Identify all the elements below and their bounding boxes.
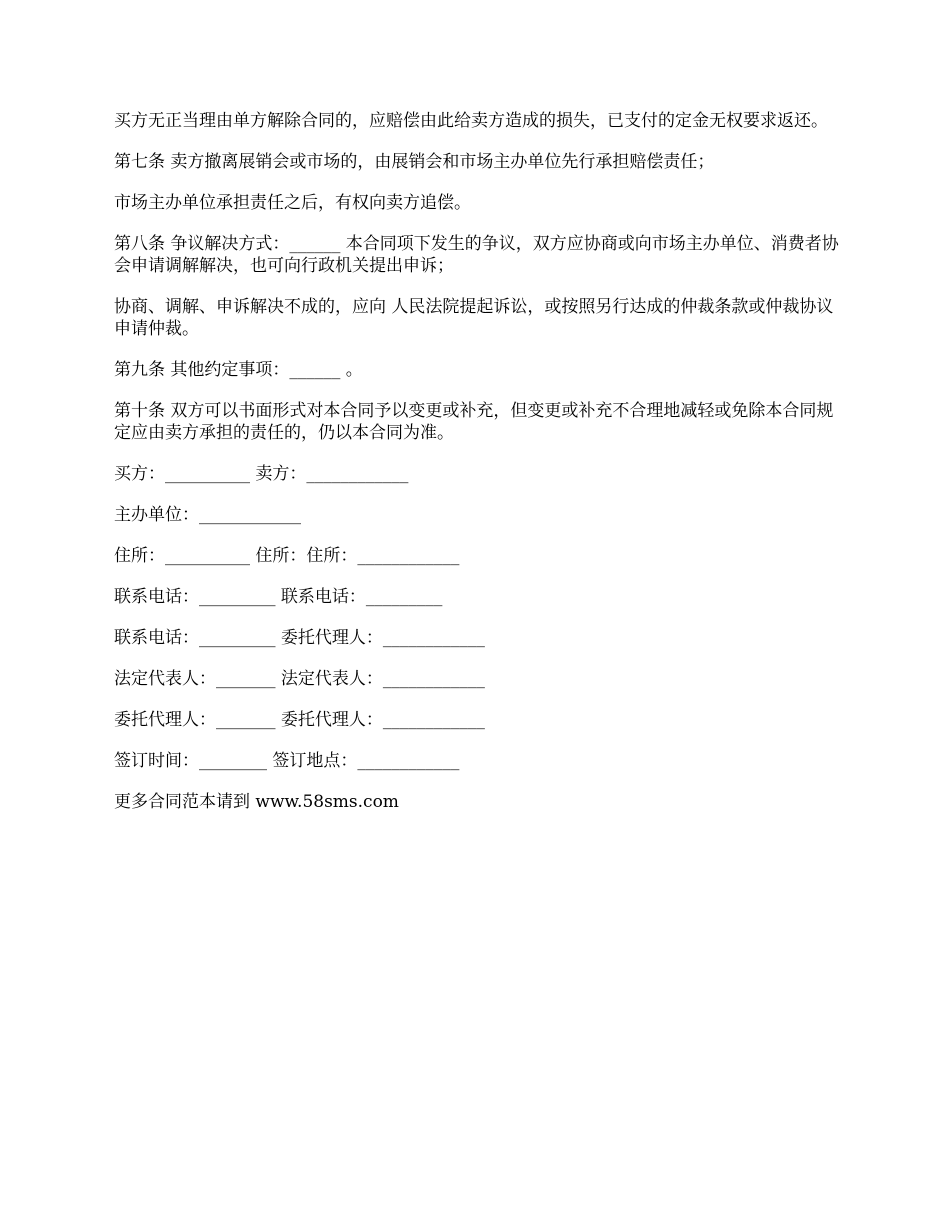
signature-date-place: 签订时间：________ 签订地点：____________ — [114, 751, 460, 771]
signature-organizer: 主办单位：____________ — [114, 505, 301, 525]
signature-agent: 委托代理人：_______ 委托代理人：____________ — [114, 710, 485, 730]
signature-address: 住所：__________ 住所：住所：____________ — [114, 546, 460, 566]
paragraph-refund-clause: 买方无正当理由单方解除合同的，应赔偿由此给卖方造成的损失，已支付的定金无权要求返还。 — [114, 111, 828, 131]
signature-phone-agent: 联系电话：_________ 委托代理人：____________ — [114, 628, 485, 648]
paragraph-arbitration: 协商、调解、申诉解决不成的，应向 人民法院提起诉讼，或按照另行达成的仲裁条款或仲裁协议申请仲裁。 — [114, 297, 834, 339]
paragraph-recourse: 市场主办单位承担责任之后，有权向卖方追偿。 — [114, 193, 471, 213]
footer-more-templates: 更多合同范本请到 www.58sms.com — [114, 792, 399, 812]
signature-phone: 联系电话：_________ 联系电话：_________ — [114, 587, 443, 607]
paragraph-article-8: 第八条 争议解决方式：______ 本合同项下发生的争议，双方应协商或向市场主办单位、消费者协会申请调解解决，也可向行政机关提出申诉； — [114, 234, 839, 276]
paragraph-article-7: 第七条 卖方撤离展销会或市场的，由展销会和市场主办单位先行承担赔偿责任； — [114, 152, 715, 172]
paragraph-article-10: 第十条 双方可以书面形式对本合同予以变更或补充，但变更或补充不合理地减轻或免除本合同规定应由卖方承担的责任的，仍以本合同为准。 — [114, 401, 834, 443]
signature-legal-rep: 法定代表人：_______ 法定代表人：____________ — [114, 669, 485, 689]
signature-buyer-seller: 买方：__________ 卖方：____________ — [114, 464, 409, 484]
paragraph-article-9: 第九条 其他约定事项：______ 。 — [114, 360, 363, 380]
document-body — [114, 110, 844, 832]
